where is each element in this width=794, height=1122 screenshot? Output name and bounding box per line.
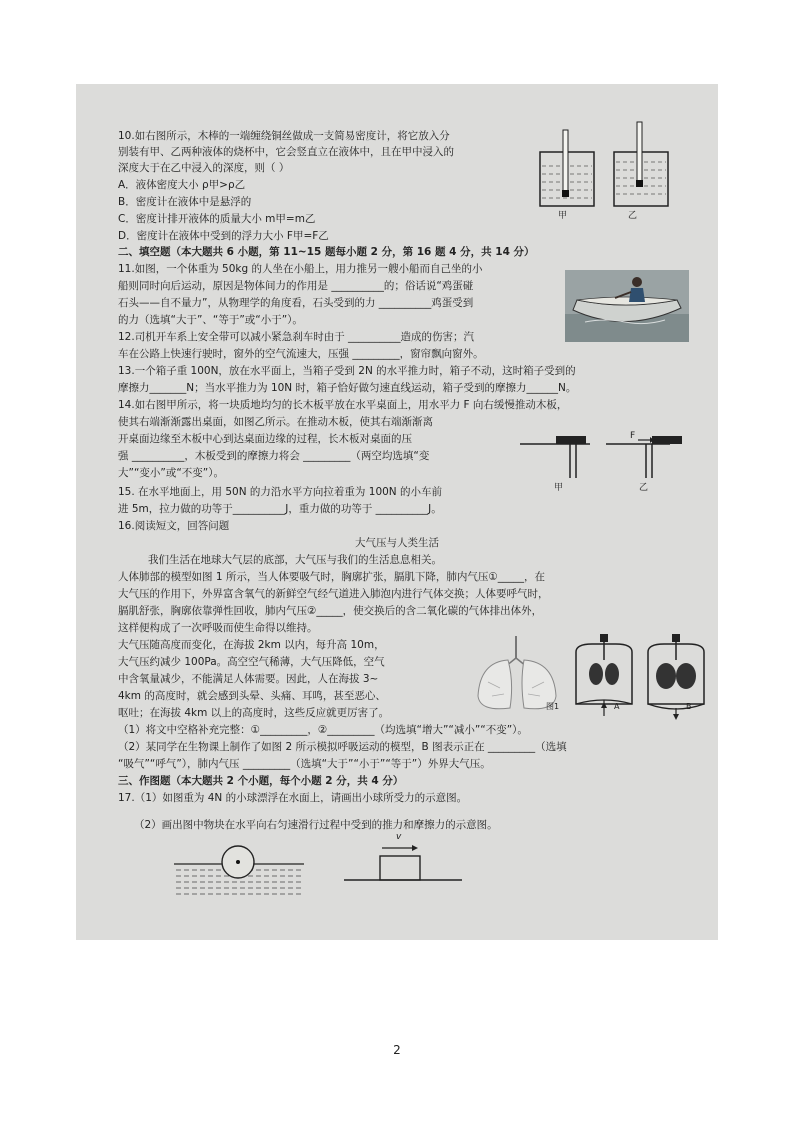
- passage-p2-line4: 这样便构成了一次呼吸而使生命得以维持。: [118, 622, 318, 634]
- q10-option-d: D．密度计在液体中受到的浮力大小 F甲=F乙: [118, 230, 329, 242]
- q17-part1: 17.（1）如图重为 4N 的小球漂浮在水面上，请画出小球所受力的示意图。: [118, 792, 468, 804]
- passage-question2-line2: “吸气”“呼气”），肺内气压 _________（选填“大于”“小于”“等于”）外界大气压。: [118, 758, 491, 770]
- q10-beakers-figure: [534, 122, 684, 222]
- passage-title: 大气压与人类生活: [355, 537, 439, 549]
- q10-option-c: C．密度计排开液体的质量大小 m甲=m乙: [118, 213, 316, 225]
- fig-a-label: A: [614, 702, 620, 711]
- q10-option-b: B．密度计在液体中是悬浮的: [118, 196, 252, 208]
- q14-force-label: F: [630, 431, 636, 441]
- q11-line1: 11.如图，一个体重为 50kg 的人坐在小船上，用力推另一艘小船而自己坐的小: [118, 263, 483, 275]
- passage-question1: （1）将文中空格补充完整：①_________，②_________（均选填“增大”“减小”“不变”）。: [118, 724, 528, 736]
- passage-question2-line1: （2）某同学在生物课上制作了如图 2 所示模拟呼吸运动的模型，B 图表示正在 _________（选填: [118, 741, 567, 753]
- passage-p1: 我们生活在地球大气层的底部，大气压与我们的生活息息相关。: [148, 554, 442, 566]
- passage-p2-line3: 膈肌舒张，胸廓依靠弹性回收，肺内气压②_____，使交换后的含二氧化碳的气体排出体外，: [118, 605, 543, 617]
- q10-stem-line2: 别装有甲、乙两种液体的烧杯中，它会竖直立在液体中，且在甲中浸入的: [118, 146, 454, 158]
- q14-line5: 大”“变小”或“不变”）。: [118, 467, 224, 479]
- floating-ball-figure: [174, 840, 304, 896]
- section2-title: 二、填空题（本大题共 6 小题，第 11~15 题每小题 2 分，第 16 题 4 分，共 14 分）: [118, 246, 535, 258]
- q11-line4: 的力（选填“大于”、“等于”或“小于”）。: [118, 314, 303, 326]
- q14-line3: 开桌面边缘至木板中心到达桌面边缘的过程，长木板对桌面的压: [118, 433, 412, 445]
- passage-p2-line2: 大气压的作用下，外界富含氧气的新鲜空气经气道进入肺泡内进行气体交换；人体要呼气时，: [118, 588, 549, 600]
- passage-p3-line2: 大气压约减少 100Pa。高空空气稀薄，大气压降低，空气: [118, 656, 385, 668]
- fig1-label: 图1: [546, 702, 560, 711]
- beaker-jia-label: 甲: [558, 211, 568, 221]
- q14-label-jia: 甲: [554, 483, 564, 493]
- table-jia: [520, 436, 590, 478]
- sliding-block-figure: [344, 836, 464, 886]
- bell-jar-a: [576, 634, 632, 716]
- table-yi: [606, 436, 682, 478]
- q11-line2: 船则同时向后运动，原因是物体间力的作用是 __________的；俗话说“鸡蛋碰: [118, 280, 474, 292]
- section3-title: 三、作图题（本大题共 2 个小题，每个小题 2 分，共 4 分）: [118, 775, 404, 787]
- q10-stem-line1: 10.如右图所示，木棒的一端缠绕铜丝做成一支简易密度计，将它放入分: [118, 130, 450, 142]
- q11-line3: 石头——自不量力”，从物理学的角度看，石头受到的力 __________鸡蛋受到: [118, 297, 474, 309]
- q14-line2: 使其右端渐渐露出桌面，如图乙所示。在推动木板，使其右端渐渐离: [118, 416, 433, 428]
- beaker-jia: [540, 130, 594, 206]
- q10-option-a: A．液体密度大小 ρ甲>ρ乙: [118, 179, 246, 191]
- boat-photo: [565, 270, 689, 342]
- q14-line4: 强 __________，木板受到的摩擦力将会 _________（两空均选填“变: [118, 450, 430, 462]
- lung-figure: [478, 636, 556, 709]
- q13-line1: 13.一个箱子重 100N，放在水平面上，当箱子受到 2N 的水平推力时，箱子不动，这时箱子受到的: [118, 365, 576, 377]
- passage-p3-line4: 4km 的高度时，就会感到头晕、头痛、耳鸣，甚至恶心、: [118, 690, 386, 702]
- fig-b-label: B: [686, 702, 692, 711]
- q15-line1: 15. 在水平地面上，用 50N 的力沿水平方向拉着重为 100N 的小车前: [118, 486, 442, 498]
- q14-label-yi: 乙: [639, 483, 649, 493]
- bell-jar-b: [648, 634, 704, 720]
- passage-p3-line3: 中含氧量减少，不能满足人体需要。因此，人在海拔 3~: [118, 673, 379, 685]
- passage-p3-line5: 呕吐；在海拔 4km 以上的高度时，这些反应就更厉害了。: [118, 707, 390, 719]
- q10-stem-line3: 深度大于在乙中浸入的深度，则（ ）: [118, 162, 290, 174]
- photographed-exam-page: [76, 84, 718, 940]
- velocity-label: v: [396, 832, 402, 842]
- page-number: 2: [393, 1043, 401, 1057]
- q14-line1: 14.如右图甲所示，将一块质地均匀的长木板平放在水平桌面上，用水平力 F 向右缓慢推动木板，: [118, 399, 568, 411]
- q17-part2: （2）画出图中物块在水平向右匀速滑行过程中受到的推力和摩擦力的示意图。: [134, 819, 498, 831]
- passage-p3-line1: 大气压随高度而变化，在海拔 2km 以内，每升高 10m，: [118, 639, 385, 651]
- q13-line2: 摩擦力_______N；当水平推力为 10N 时，箱子恰好做匀速直线运动，箱子受到的摩擦力______N。: [118, 382, 577, 394]
- passage-p2-line1: 人体肺部的模型如图 1 所示，当人体要吸气时，胸廓扩张，膈肌下降，肺内气压①_____，在: [118, 571, 546, 583]
- q12-line2: 车在公路上快速行驶时，窗外的空气流速大，压强 _________，窗帘飘向窗外。: [118, 348, 484, 360]
- beaker-yi-label: 乙: [628, 211, 638, 221]
- q14-board-figures: [520, 430, 690, 480]
- breathing-model-figures: [468, 632, 708, 720]
- q16-line1: 16.阅读短文，回答问题: [118, 520, 230, 532]
- beaker-yi: [614, 122, 668, 206]
- q15-line2: 进 5m，拉力做的功等于__________J，重力做的功等于 __________J。: [118, 503, 442, 515]
- q12-line1: 12.司机开车系上安全带可以减小紧急刹车时由于 __________造成的伤害；汽: [118, 331, 475, 343]
